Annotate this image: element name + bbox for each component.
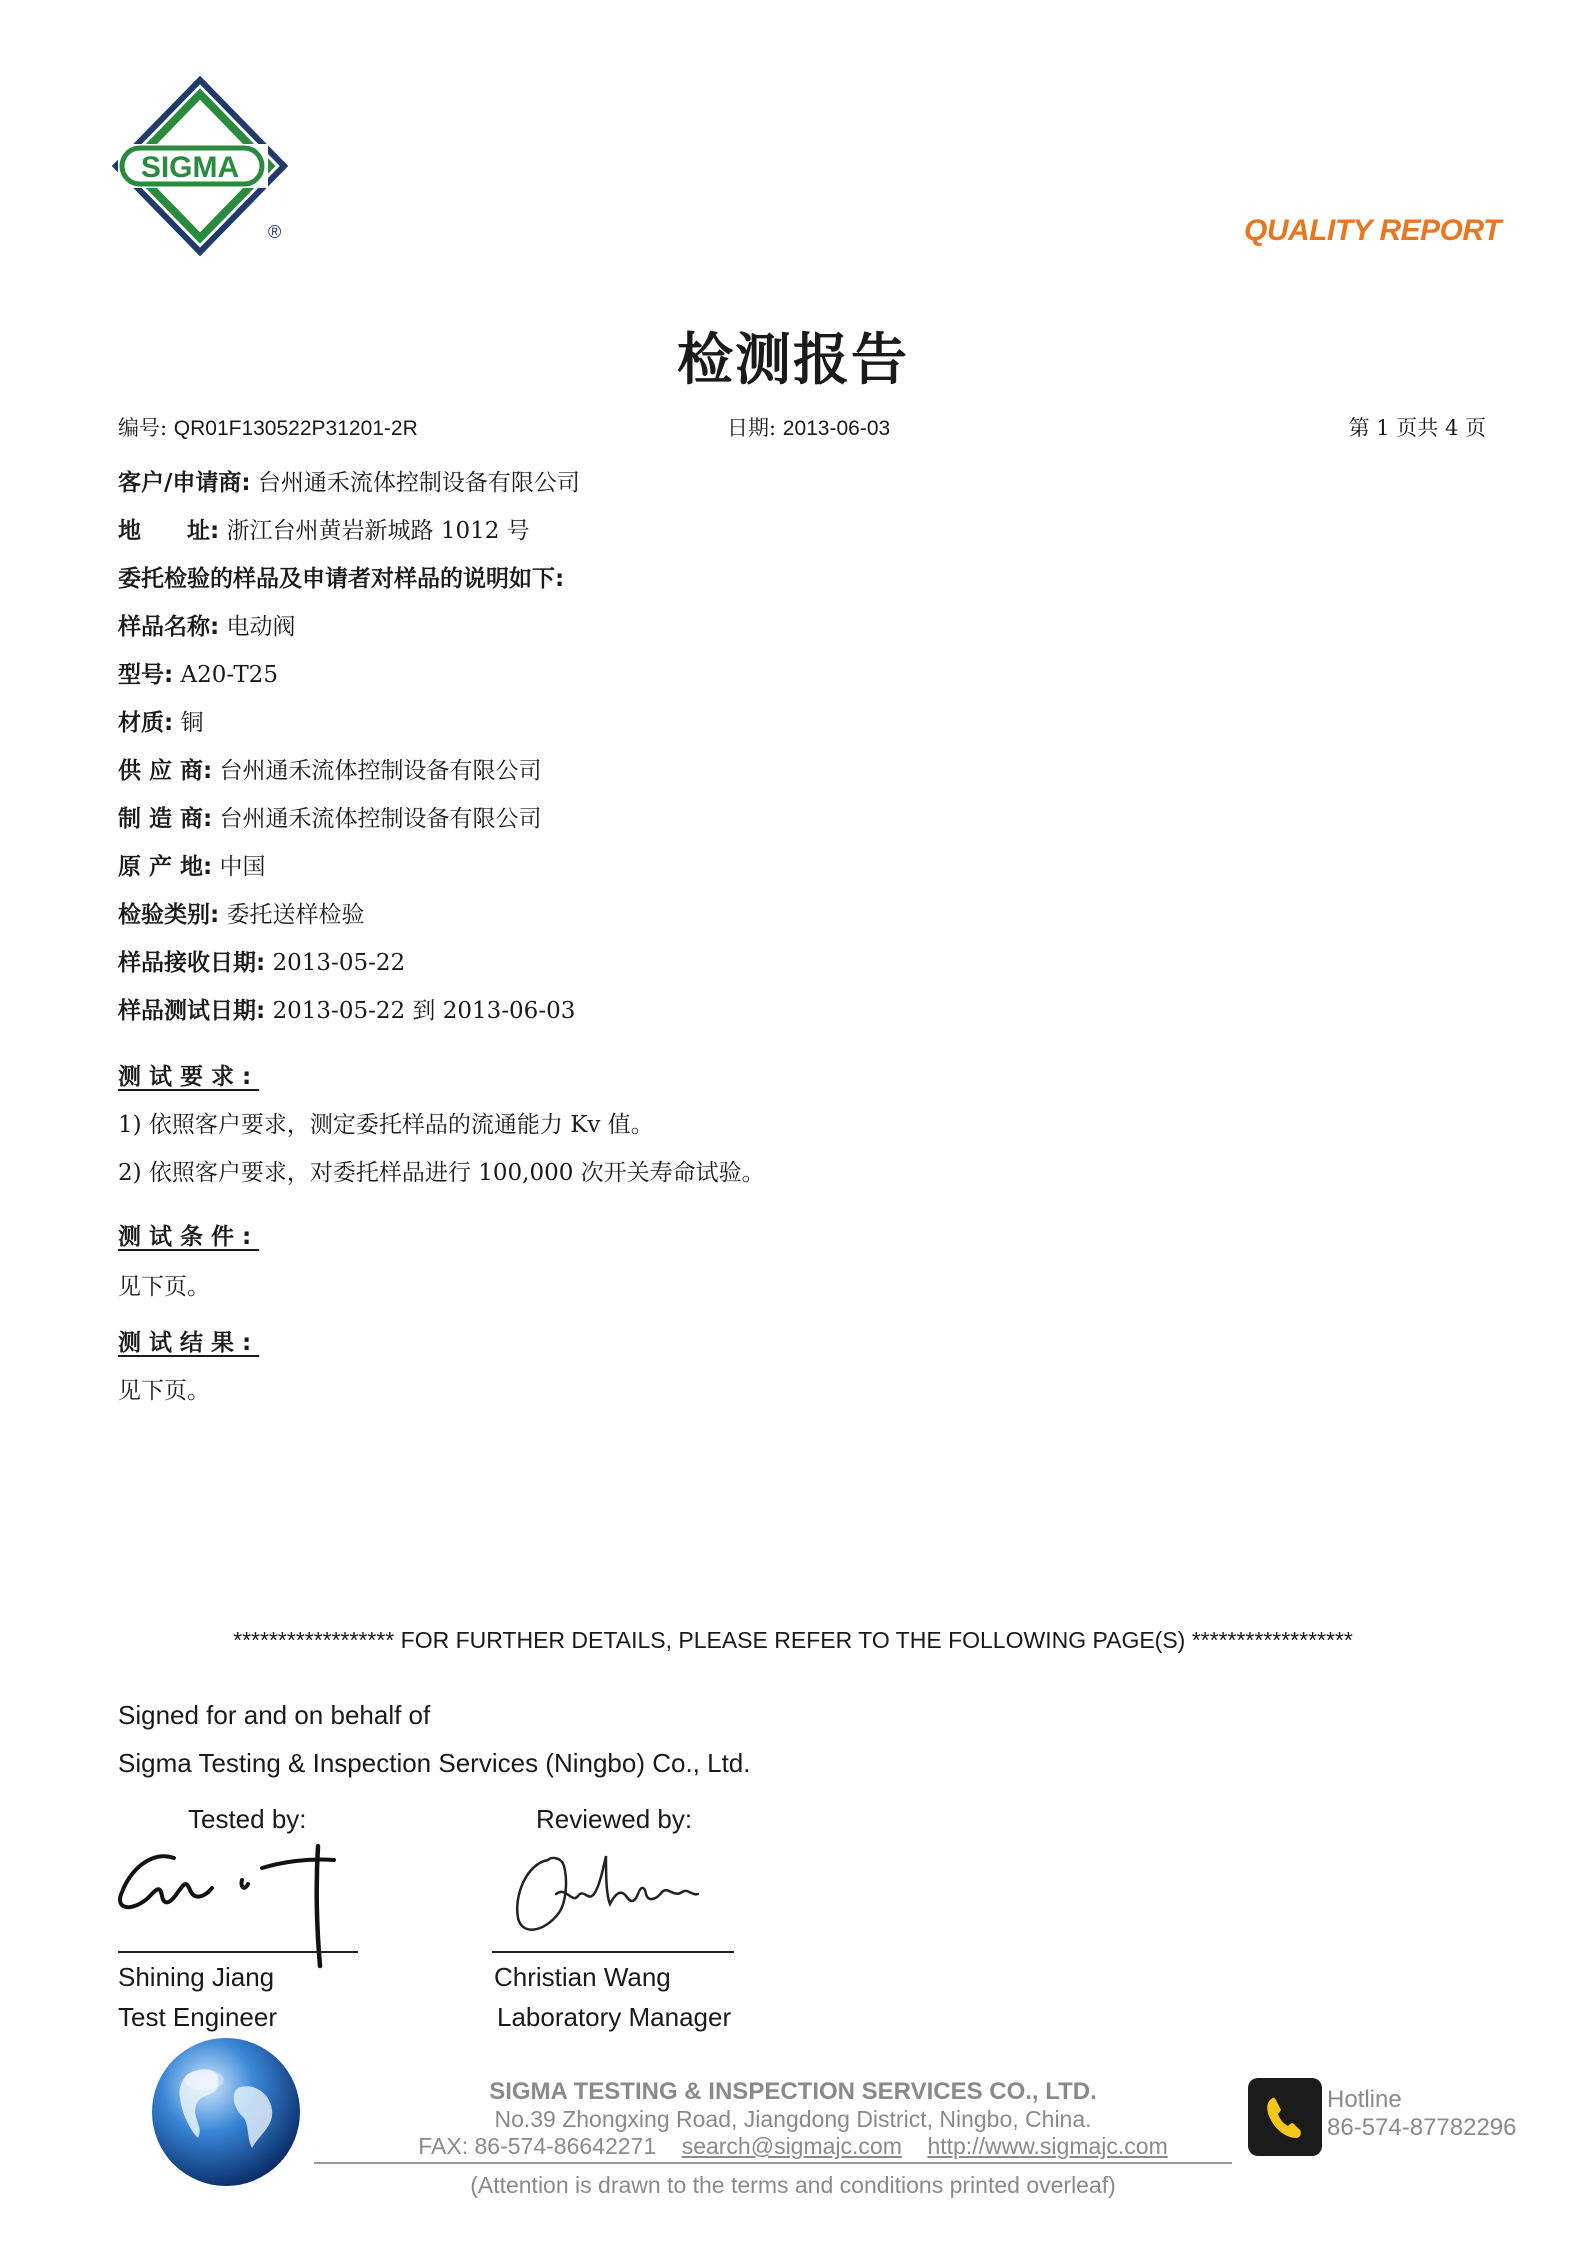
address-label: 地 址: (118, 518, 220, 544)
tested-date-field (118, 992, 575, 1025)
origin-value: 中国 (219, 854, 266, 880)
client-label: 客户/申请商: (118, 470, 251, 496)
reviewer-title: Laboratory Manager (497, 2002, 732, 2032)
address-field (118, 512, 530, 545)
signed-line-1: Signed for and on behalf of (118, 1700, 431, 1730)
received-date-value: 2013-05-22 (272, 950, 406, 976)
page-info: 第 1 页共 4 页 (1348, 416, 1486, 440)
footer-website-link[interactable]: http://www.sigmajc.com (927, 2133, 1168, 2159)
received-date-label: 样品接收日期: (118, 950, 266, 976)
report-number-value: QR01F130522P31201-2R (173, 417, 418, 440)
report-number (118, 412, 418, 442)
supplier-field (118, 752, 542, 785)
registered-mark: ® (268, 222, 282, 242)
tester-signature-line (118, 1951, 358, 1953)
material-label: 材质: (118, 710, 174, 736)
tested-date-label: 样品测试日期: (118, 998, 266, 1024)
further-details-notice: ****************** FOR FURTHER DETAILS, PLEASE REFER TO THE FOLLOWING PAGE(S) ****************** (233, 1627, 1353, 1653)
manufacturer-label: 制 造 商: (118, 806, 213, 832)
footer-company: SIGMA TESTING & INSPECTION SERVICES CO., LTD. (489, 2078, 1097, 2105)
sigma-logo (112, 76, 292, 260)
reviewer-name: Christian Wang (494, 1962, 671, 1992)
address-value: 浙江台州黄岩新城路 1012 号 (226, 518, 530, 544)
sample-name-value: 电动阀 (226, 614, 296, 640)
reviewer-signature-line (492, 1951, 734, 1953)
received-date-field (118, 944, 405, 977)
report-date-value: 2013-06-03 (782, 417, 891, 440)
tested-by-label: Tested by: (188, 1804, 307, 1834)
footer-divider (314, 2162, 1232, 2164)
hotline-number: 86-574-87782296 (1327, 2114, 1517, 2141)
tester-name: Shining Jiang (118, 1962, 275, 1992)
requirement-item: 2) 依照客户要求，对委托样品进行 100,000 次开关寿命试验。 (118, 1160, 765, 1186)
model-value: A20-T25 (180, 662, 278, 688)
footer-attention: (Attention is drawn to the terms and conditions printed overleaf) (470, 2172, 1116, 2198)
reviewed-by-label: Reviewed by: (536, 1804, 693, 1834)
results-title: 测试结果: (118, 1330, 260, 1356)
requirements-title: 测试要求: (118, 1064, 260, 1090)
model-label: 型号: (118, 662, 174, 688)
report-date-label: 日期: (727, 416, 777, 440)
model-field (118, 656, 278, 689)
inspection-type-field (118, 896, 365, 929)
inspection-type-value: 委托送样检验 (226, 902, 365, 928)
sample-name-field (118, 608, 296, 641)
conditions-text: 见下页。 (118, 1274, 210, 1300)
client-field (118, 464, 580, 497)
origin-label: 原 产 地: (118, 854, 213, 880)
manufacturer-value: 台州通禾流体控制设备有限公司 (219, 806, 542, 832)
footer-address: No.39 Zhongxing Road, Jiangdong District, Ningbo, China. (494, 2106, 1092, 2132)
phone-icon (1248, 2078, 1322, 2156)
sample-intro-text: 委托检验的样品及申请者对样品的说明如下: (118, 566, 565, 592)
quality-report-label: QUALITY REPORT (1244, 214, 1501, 247)
logo-text: SIGMA (140, 151, 240, 184)
tester-title: Test Engineer (118, 2002, 277, 2032)
manufacturer-field (118, 800, 542, 833)
report-number-label: 编号: (118, 416, 168, 440)
reviewer-signature (506, 1844, 706, 1944)
supplier-value: 台州通禾流体控制设备有限公司 (219, 758, 542, 784)
requirement-item: 1) 依照客户要求，测定委托样品的流通能力 Kv 值。 (118, 1112, 654, 1138)
inspection-type-label: 检验类别: (118, 902, 220, 928)
footer-fax: FAX: 86-574-86642271 (418, 2133, 657, 2159)
report-date (727, 412, 890, 442)
sample-name-label: 样品名称: (118, 614, 220, 640)
footer-email-link[interactable]: search@sigmajc.com (681, 2133, 902, 2159)
material-value: 铜 (180, 710, 204, 736)
tested-date-value: 2013-05-22 到 2013-06-03 (272, 998, 576, 1024)
sample-intro (118, 560, 564, 593)
client-value: 台州通禾流体控制设备有限公司 (257, 470, 580, 496)
material-field (118, 704, 204, 737)
page-title: 检测报告 (677, 328, 909, 393)
signed-line-2: Sigma Testing & Inspection Services (Ningbo) Co., Ltd. (118, 1748, 751, 1778)
supplier-label: 供 应 商: (118, 758, 213, 784)
origin-field (118, 848, 266, 881)
results-text: 见下页。 (118, 1378, 210, 1404)
hotline-label: Hotline (1327, 2086, 1402, 2113)
conditions-title: 测试条件: (118, 1224, 260, 1250)
